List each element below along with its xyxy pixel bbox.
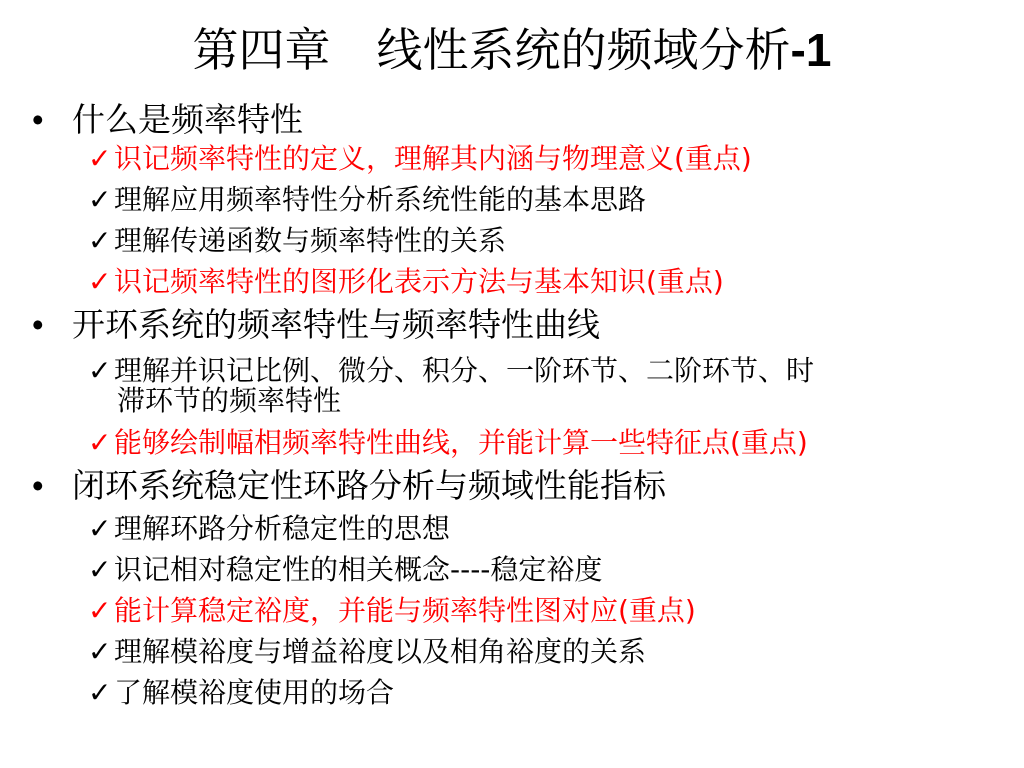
checkmark-icon: ✓ — [88, 594, 112, 627]
bullet-icon: • — [32, 306, 44, 343]
section-heading — [32, 466, 666, 506]
list-item-text: 了解模裕度使用的场合 — [114, 676, 395, 709]
checkmark-icon: ✓ — [88, 512, 112, 545]
section-heading-text: 开环系统的频率特性与频率特性曲线 — [72, 305, 600, 344]
checkmark-icon: ✓ — [88, 553, 112, 586]
list-item-text: 理解并识记比例、微分、积分、一阶环节、二阶环节、时 — [114, 354, 815, 387]
list-item — [88, 512, 450, 546]
title-text: 第四章 线性系统的频域分析 — [192, 23, 791, 77]
checkmark-icon: ✓ — [88, 635, 112, 668]
title-suffix: -1 — [790, 24, 832, 76]
list-item — [88, 426, 808, 460]
slide-title — [0, 18, 1024, 82]
list-item — [88, 553, 602, 587]
list-item — [88, 676, 394, 710]
checkmark-icon: ✓ — [88, 224, 112, 257]
list-item — [88, 183, 646, 217]
list-item-continuation: 滞环节的频率特性 — [117, 384, 342, 417]
checkmark-icon: ✓ — [88, 142, 112, 175]
bullet-icon: • — [32, 467, 44, 504]
list-item — [88, 594, 696, 628]
list-item-text: 能计算稳定裕度，并能与频率特性图对应(重点) — [114, 594, 696, 627]
list-item-text: 理解应用频率特性分析系统性能的基本思路 — [114, 183, 647, 216]
list-item-text: 识记频率特性的图形化表示方法与基本知识(重点) — [114, 265, 724, 298]
list-item — [88, 354, 814, 388]
checkmark-icon: ✓ — [88, 354, 112, 387]
checkmark-icon: ✓ — [88, 676, 112, 709]
list-item-text: 理解传递函数与频率特性的关系 — [114, 224, 507, 257]
list-item — [88, 224, 506, 258]
list-item — [88, 142, 752, 176]
list-item-text: 理解环路分析稳定性的思想 — [114, 512, 451, 545]
section-heading-text: 什么是频率特性 — [72, 100, 303, 139]
checkmark-icon: ✓ — [88, 265, 112, 298]
list-item-text: 识记频率特性的定义，理解其内涵与物理意义(重点) — [114, 142, 752, 175]
section-heading — [32, 100, 303, 140]
section-heading — [32, 305, 600, 345]
section-heading-text: 闭环系统稳定性环路分析与频域性能指标 — [72, 466, 666, 505]
list-item — [88, 635, 646, 669]
checkmark-icon: ✓ — [88, 183, 112, 216]
checkmark-icon: ✓ — [88, 426, 112, 459]
bullet-icon: • — [32, 101, 44, 138]
list-item-text: 能够绘制幅相频率特性曲线，并能计算一些特征点(重点) — [114, 426, 808, 459]
list-item-text: 识记相对稳定性的相关概念----稳定裕度 — [114, 553, 603, 586]
list-item — [88, 265, 724, 299]
list-item-text: 理解模裕度与增益裕度以及相角裕度的关系 — [114, 635, 647, 668]
